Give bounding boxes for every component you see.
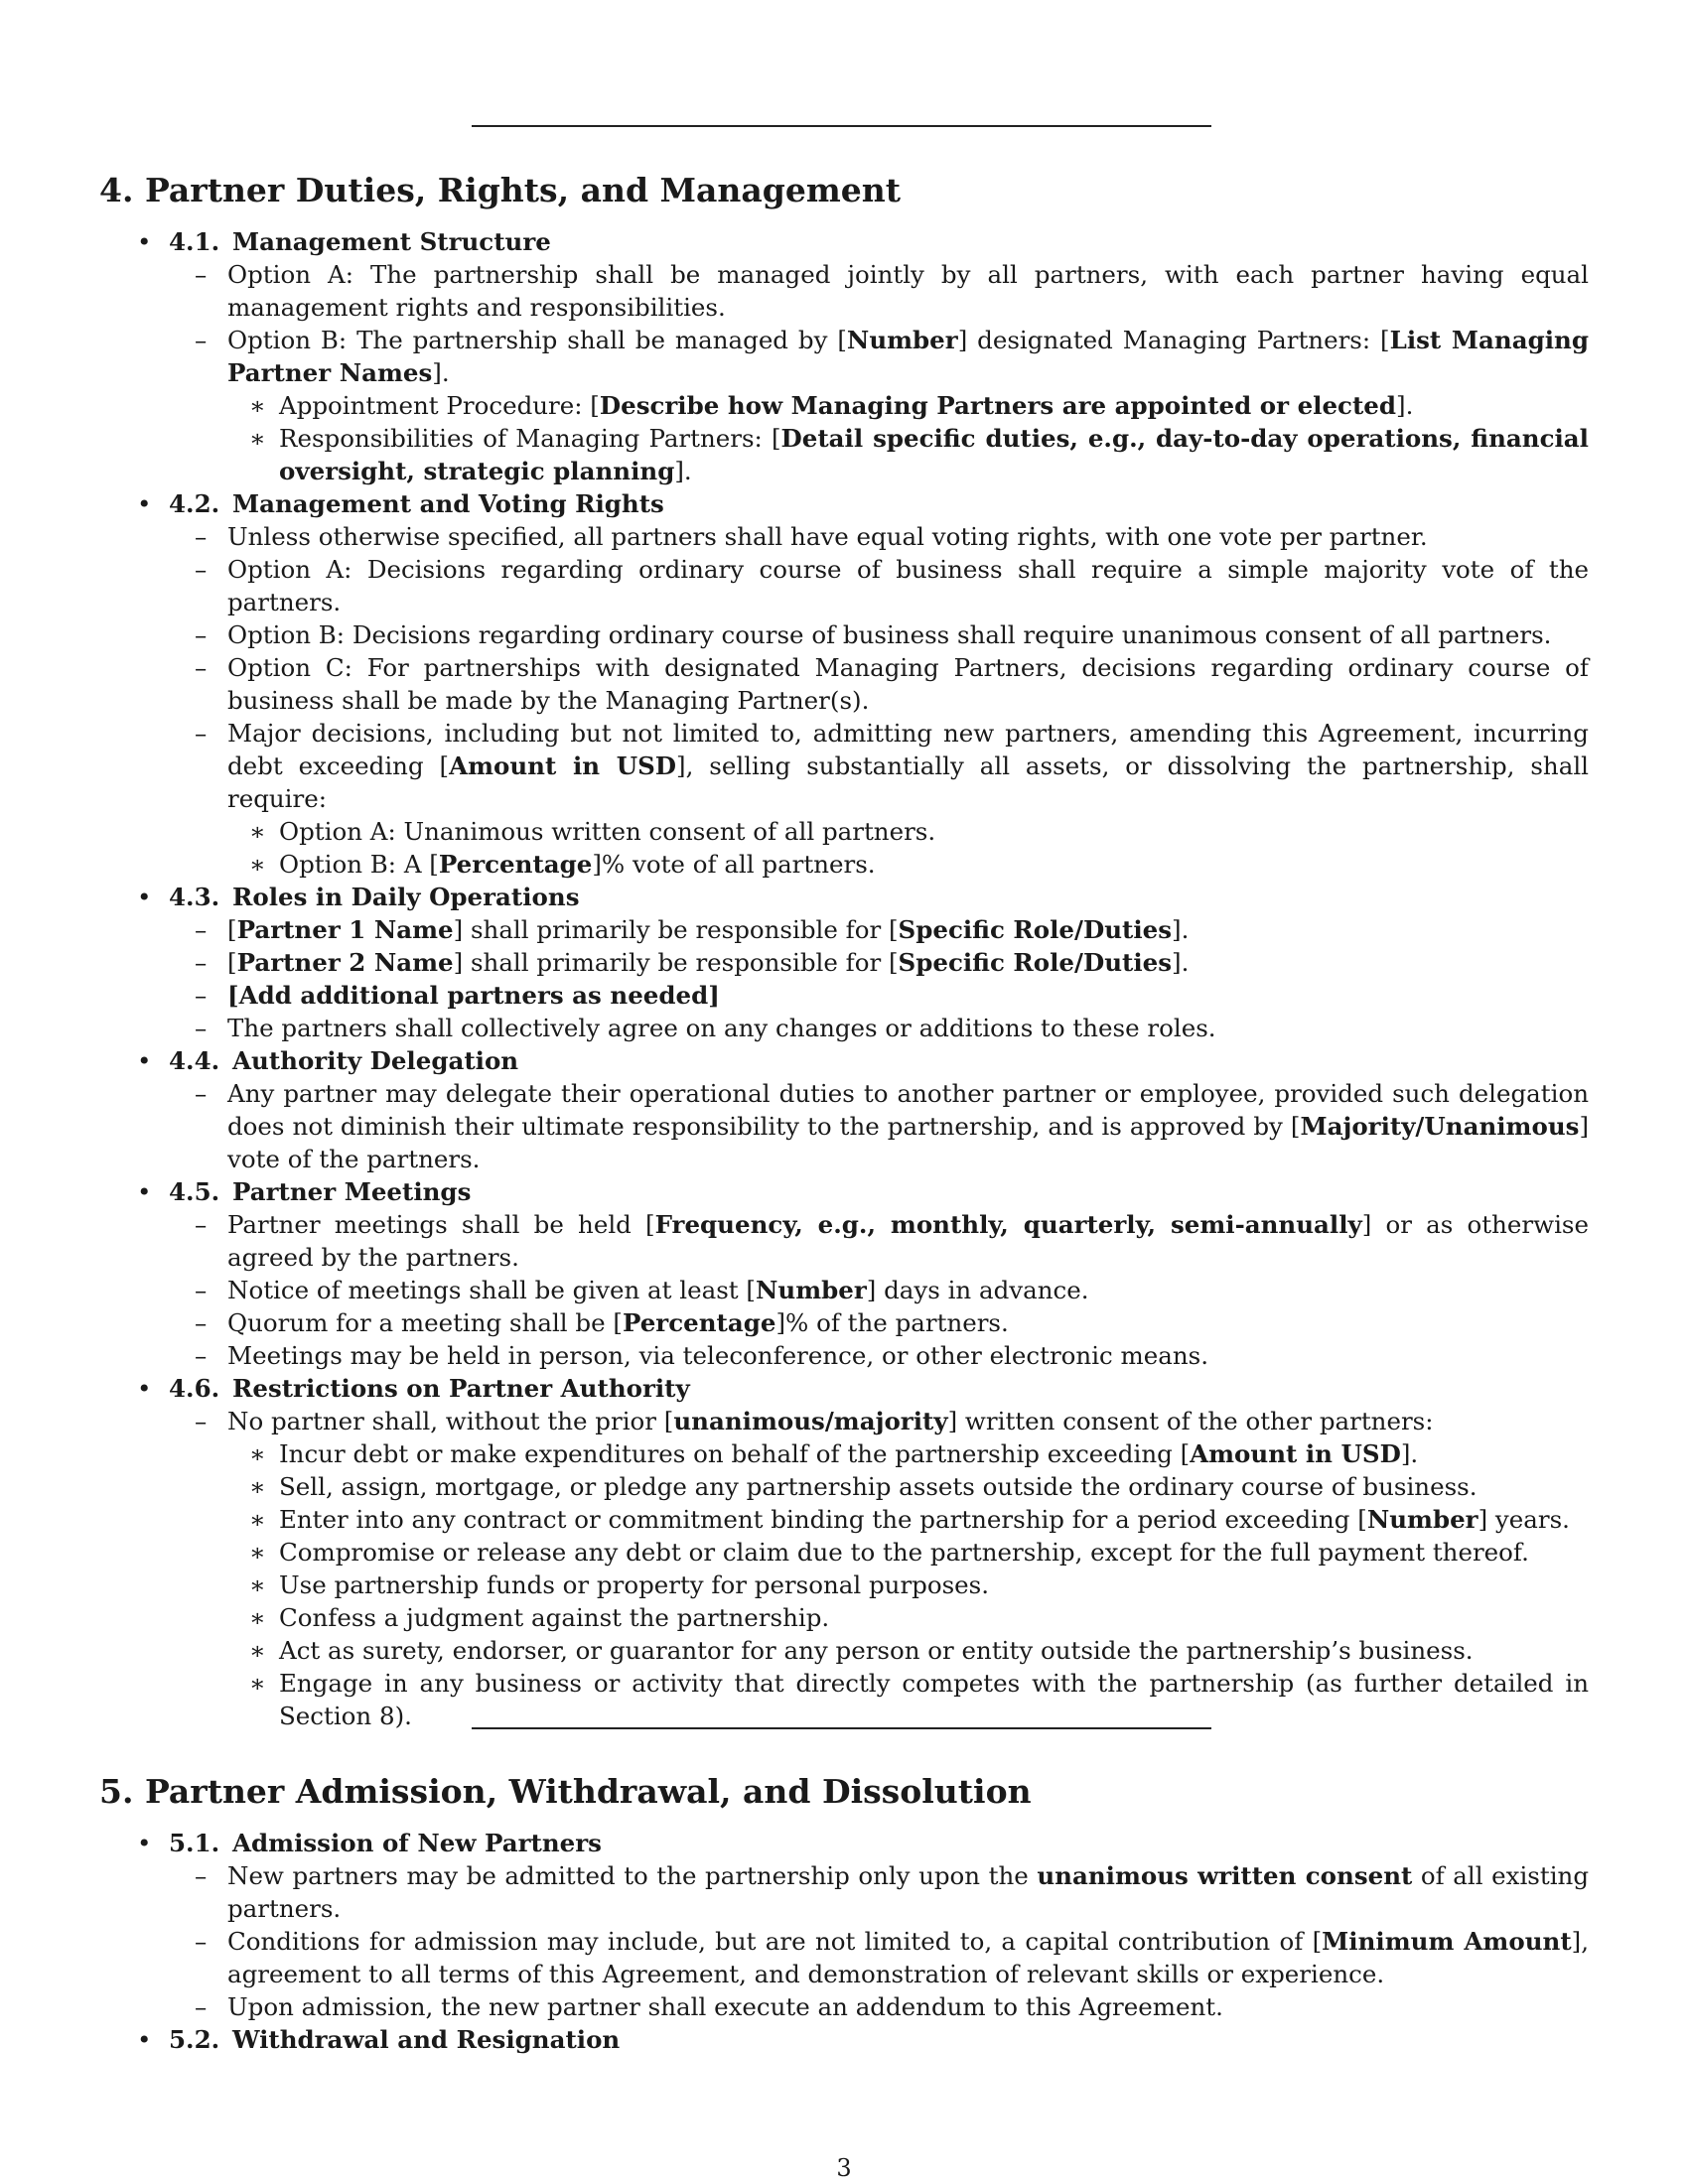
- list-item: – No partner shall, without the prior [unanimous/majority] written consent of the other partners:: [195, 1407, 1434, 1435]
- list-item: • 4.5. Partner Meetings: [137, 1177, 472, 1206]
- section-4-heading: 4. Partner Duties, Rights, and Management: [99, 171, 902, 209]
- list-item: ∗ Use partnership funds or property for personal purposes.: [249, 1570, 990, 1599]
- list-item: • 5.2. Withdrawal and Resignation: [137, 2025, 621, 2054]
- list-item: ∗ Compromise or release any debt or claim due to the partnership, except for the full payment thereof.: [249, 1538, 1529, 1567]
- list-item: – Option C: For partnerships with designated Managing Partners, decisions regarding ordinary course of business shall be made by the Managing Partner(s).: [195, 653, 1589, 715]
- list-item: ∗ Act as surety, endorser, or guarantor for any person or entity outside the partnership’s business.: [249, 1636, 1474, 1665]
- section-4-body: [99, 225, 1589, 1732]
- list-item: – Option A: Decisions regarding ordinary course of business shall require a simple majority vote of the partners.: [195, 555, 1589, 616]
- list-item: – Option B: Decisions regarding ordinary course of business shall require unanimous consent of all partners.: [195, 620, 1552, 649]
- list-item: ∗ Responsibilities of Managing Partners: [Detail specific duties, e.g., day-to-day operations, financial oversight, strategic planning].: [249, 424, 1589, 485]
- list-item: – Any partner may delegate their operational duties to another partner or employee, provided such delegation does not diminish their ultimate responsibility to the partnership, and is approved by [Majority/Unanimous] vote of the partners.: [195, 1079, 1589, 1173]
- list-item: • 4.1. Management Structure: [137, 227, 551, 256]
- list-item: – [Partner 2 Name] shall primarily be responsible for [Specific Role/Duties].: [195, 948, 1190, 977]
- list-item: – Quorum for a meeting shall be [Percentage]% of the partners.: [195, 1308, 1009, 1337]
- list-item: • 5.1. Admission of New Partners: [137, 1829, 602, 1857]
- section-5-heading: 5. Partner Admission, Withdrawal, and Dissolution: [99, 1772, 1032, 1811]
- list-item: – New partners may be admitted to the partnership only upon the unanimous written consent of all existing partners.: [195, 1861, 1590, 1923]
- list-item: – Option B: The partnership shall be managed by [Number] designated Managing Partners: [List Managing Partner Names].: [195, 326, 1589, 387]
- list-item: • 4.4. Authority Delegation: [137, 1046, 519, 1075]
- top-divider: [472, 125, 1211, 127]
- list-item: – Partner meetings shall be held [Frequency, e.g., monthly, quarterly, semi-annually] or as otherwise agreed by the partners.: [195, 1210, 1590, 1272]
- list-item: • 4.2. Management and Voting Rights: [137, 489, 664, 518]
- list-item: ∗ Enter into any contract or commitment binding the partnership for a period exceeding [Number] years.: [249, 1505, 1570, 1534]
- section-5-body: [99, 1827, 1589, 2056]
- list-item: ∗ Confess a judgment against the partnership.: [249, 1603, 830, 1632]
- list-item: ∗ Engage in any business or activity that directly competes with the partnership (as further detailed in Section 8).: [249, 1669, 1589, 1730]
- list-item: • 4.6. Restrictions on Partner Authority: [137, 1374, 690, 1403]
- list-item: – Unless otherwise specified, all partners shall have equal voting rights, with one vote per partner.: [195, 522, 1428, 551]
- list-item: • 4.3. Roles in Daily Operations: [137, 883, 580, 911]
- list-item: – Notice of meetings shall be given at least [Number] days in advance.: [195, 1276, 1089, 1304]
- list-item: – [Partner 1 Name] shall primarily be responsible for [Specific Role/Duties].: [195, 915, 1190, 944]
- list-item: – Conditions for admission may include, but are not limited to, a capital contribution of [Minimum Amount], agreement to all terms of this Agreement, and demonstration of relevant skills or experience.: [195, 1927, 1590, 1988]
- list-item: – Meetings may be held in person, via teleconference, or other electronic means.: [195, 1341, 1209, 1370]
- list-item: ∗ Appointment Procedure: [Describe how Managing Partners are appointed or elected].: [249, 391, 1414, 420]
- list-item: – The partners shall collectively agree on any changes or additions to these roles.: [195, 1014, 1216, 1042]
- list-item: ∗ Option A: Unanimous written consent of all partners.: [249, 817, 936, 846]
- list-item: – Option A: The partnership shall be managed jointly by all partners, with each partner having equal management rights and responsibilities.: [195, 260, 1589, 322]
- list-item: ∗ Incur debt or make expenditures on behalf of the partnership exceeding [Amount in USD].: [249, 1439, 1419, 1468]
- page-number: 3: [836, 2154, 852, 2182]
- list-item: ∗ Option B: A [Percentage]% vote of all partners.: [249, 850, 876, 879]
- list-item: – Upon admission, the new partner shall execute an addendum to this Agreement.: [195, 1992, 1223, 2021]
- list-item: – [Add additional partners as needed]: [195, 981, 720, 1010]
- list-item: – Major decisions, including but not limited to, admitting new partners, amending this Agreement, incurring debt exceeding [Amount in USD], selling substantially all assets, or dissolving the partnership, shall require:: [195, 719, 1589, 813]
- section-divider: [472, 1727, 1211, 1729]
- list-item: ∗ Sell, assign, mortgage, or pledge any partnership assets outside the ordinary course of business.: [249, 1472, 1477, 1501]
